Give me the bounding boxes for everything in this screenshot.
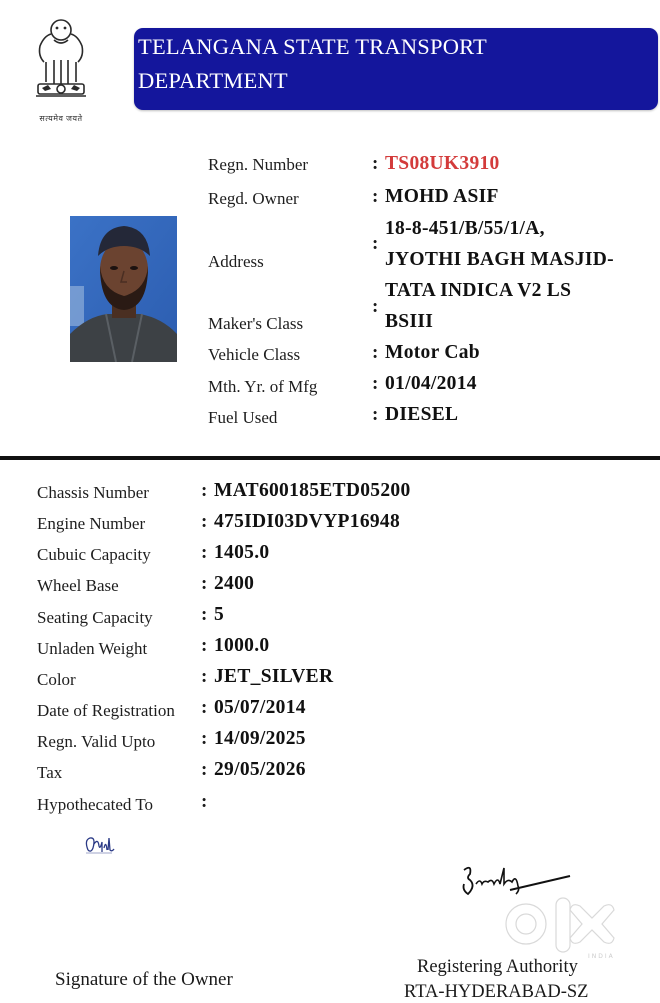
makers-class-line-1: TATA INDICA V2 LS xyxy=(385,280,572,301)
registering-authority-office: RTA-HYDERABAD-SZ xyxy=(404,982,589,1002)
wheel-base: 2400 xyxy=(214,573,255,594)
field-label: Regn. Valid Upto xyxy=(37,732,156,751)
section-divider xyxy=(0,456,660,460)
field-label: Maker's Class xyxy=(208,314,304,333)
registration-number: TS08UK3910 xyxy=(385,153,500,174)
state-emblem xyxy=(24,12,98,128)
field-label: Mth. Yr. of Mfg xyxy=(208,377,318,396)
field-colon: : xyxy=(201,573,208,594)
field-colon: : xyxy=(201,666,208,687)
field-label: Engine Number xyxy=(37,514,146,533)
field-label: Cubuic Capacity xyxy=(37,545,151,564)
unladen-weight: 1000.0 xyxy=(214,635,270,656)
field-colon: : xyxy=(201,697,208,718)
department-title-banner xyxy=(134,28,658,110)
title-line-1: TELANGANA STATE TRANSPORT xyxy=(138,34,487,59)
field-colon: : xyxy=(201,604,208,625)
field-colon: : xyxy=(201,728,208,749)
makers-class-line-2: BSIII xyxy=(385,311,434,332)
owner-signature-label: Signature of the Owner xyxy=(55,969,233,990)
field-colon: : xyxy=(201,759,208,780)
title-line-2: DEPARTMENT xyxy=(138,68,288,93)
vehicle-class: Motor Cab xyxy=(385,342,480,363)
field-colon: : xyxy=(201,480,208,501)
registration-date: 05/07/2014 xyxy=(214,697,306,718)
field-colon: : xyxy=(372,186,379,207)
field-label: Seating Capacity xyxy=(37,608,153,627)
tax-date: 29/05/2026 xyxy=(214,759,306,780)
field-label: Regd. Owner xyxy=(208,189,299,208)
valid-upto-date: 14/09/2025 xyxy=(214,728,306,749)
registering-authority-label: Registering Authority xyxy=(417,957,578,977)
fuel-used: DIESEL xyxy=(385,404,459,425)
olx-watermark-icon xyxy=(502,896,630,960)
field-label: Vehicle Class xyxy=(208,345,301,364)
field-colon: : xyxy=(201,511,208,532)
address-line-2: JYOTHI BAGH MASJID- xyxy=(385,249,614,270)
mfg-date: 01/04/2014 xyxy=(385,373,477,394)
field-colon: : xyxy=(372,233,379,254)
field-colon: : xyxy=(372,153,379,174)
authority-signature-icon xyxy=(458,860,578,900)
field-label: Tax xyxy=(37,763,63,782)
lion-capital-emblem-icon xyxy=(24,12,98,112)
field-colon: : xyxy=(372,373,379,394)
field-label: Fuel Used xyxy=(208,408,278,427)
chassis-number: MAT600185ETD05200 xyxy=(214,480,411,501)
owner-photo xyxy=(70,216,177,362)
owner-signature-icon xyxy=(82,832,116,858)
field-label: Hypothecated To xyxy=(37,795,154,814)
field-colon: : xyxy=(201,542,208,563)
emblem-motto: सत्यमेव जयते xyxy=(39,114,83,123)
field-label: Address xyxy=(208,252,264,271)
field-label: Color xyxy=(37,670,76,689)
field-colon: : xyxy=(372,296,379,317)
field-label: Wheel Base xyxy=(37,576,119,595)
field-label: Chassis Number xyxy=(37,483,149,502)
engine-number: 475IDI03DVYP16948 xyxy=(214,511,401,532)
cubic-capacity: 1405.0 xyxy=(214,542,270,563)
address-line-1: 18-8-451/B/55/1/A, xyxy=(385,218,545,239)
field-colon: : xyxy=(201,791,208,812)
seating-capacity: 5 xyxy=(214,604,225,625)
field-colon: : xyxy=(372,342,379,363)
field-label: Regn. Number xyxy=(208,155,309,174)
field-colon: : xyxy=(372,404,379,425)
field-label: Unladen Weight xyxy=(37,639,148,658)
vehicle-color: JET_SILVER xyxy=(214,666,334,687)
owner-name: MOHD ASIF xyxy=(385,186,499,207)
field-colon: : xyxy=(201,635,208,656)
field-label: Date of Registration xyxy=(37,701,175,720)
svg-text:INDIA: INDIA xyxy=(588,953,615,960)
